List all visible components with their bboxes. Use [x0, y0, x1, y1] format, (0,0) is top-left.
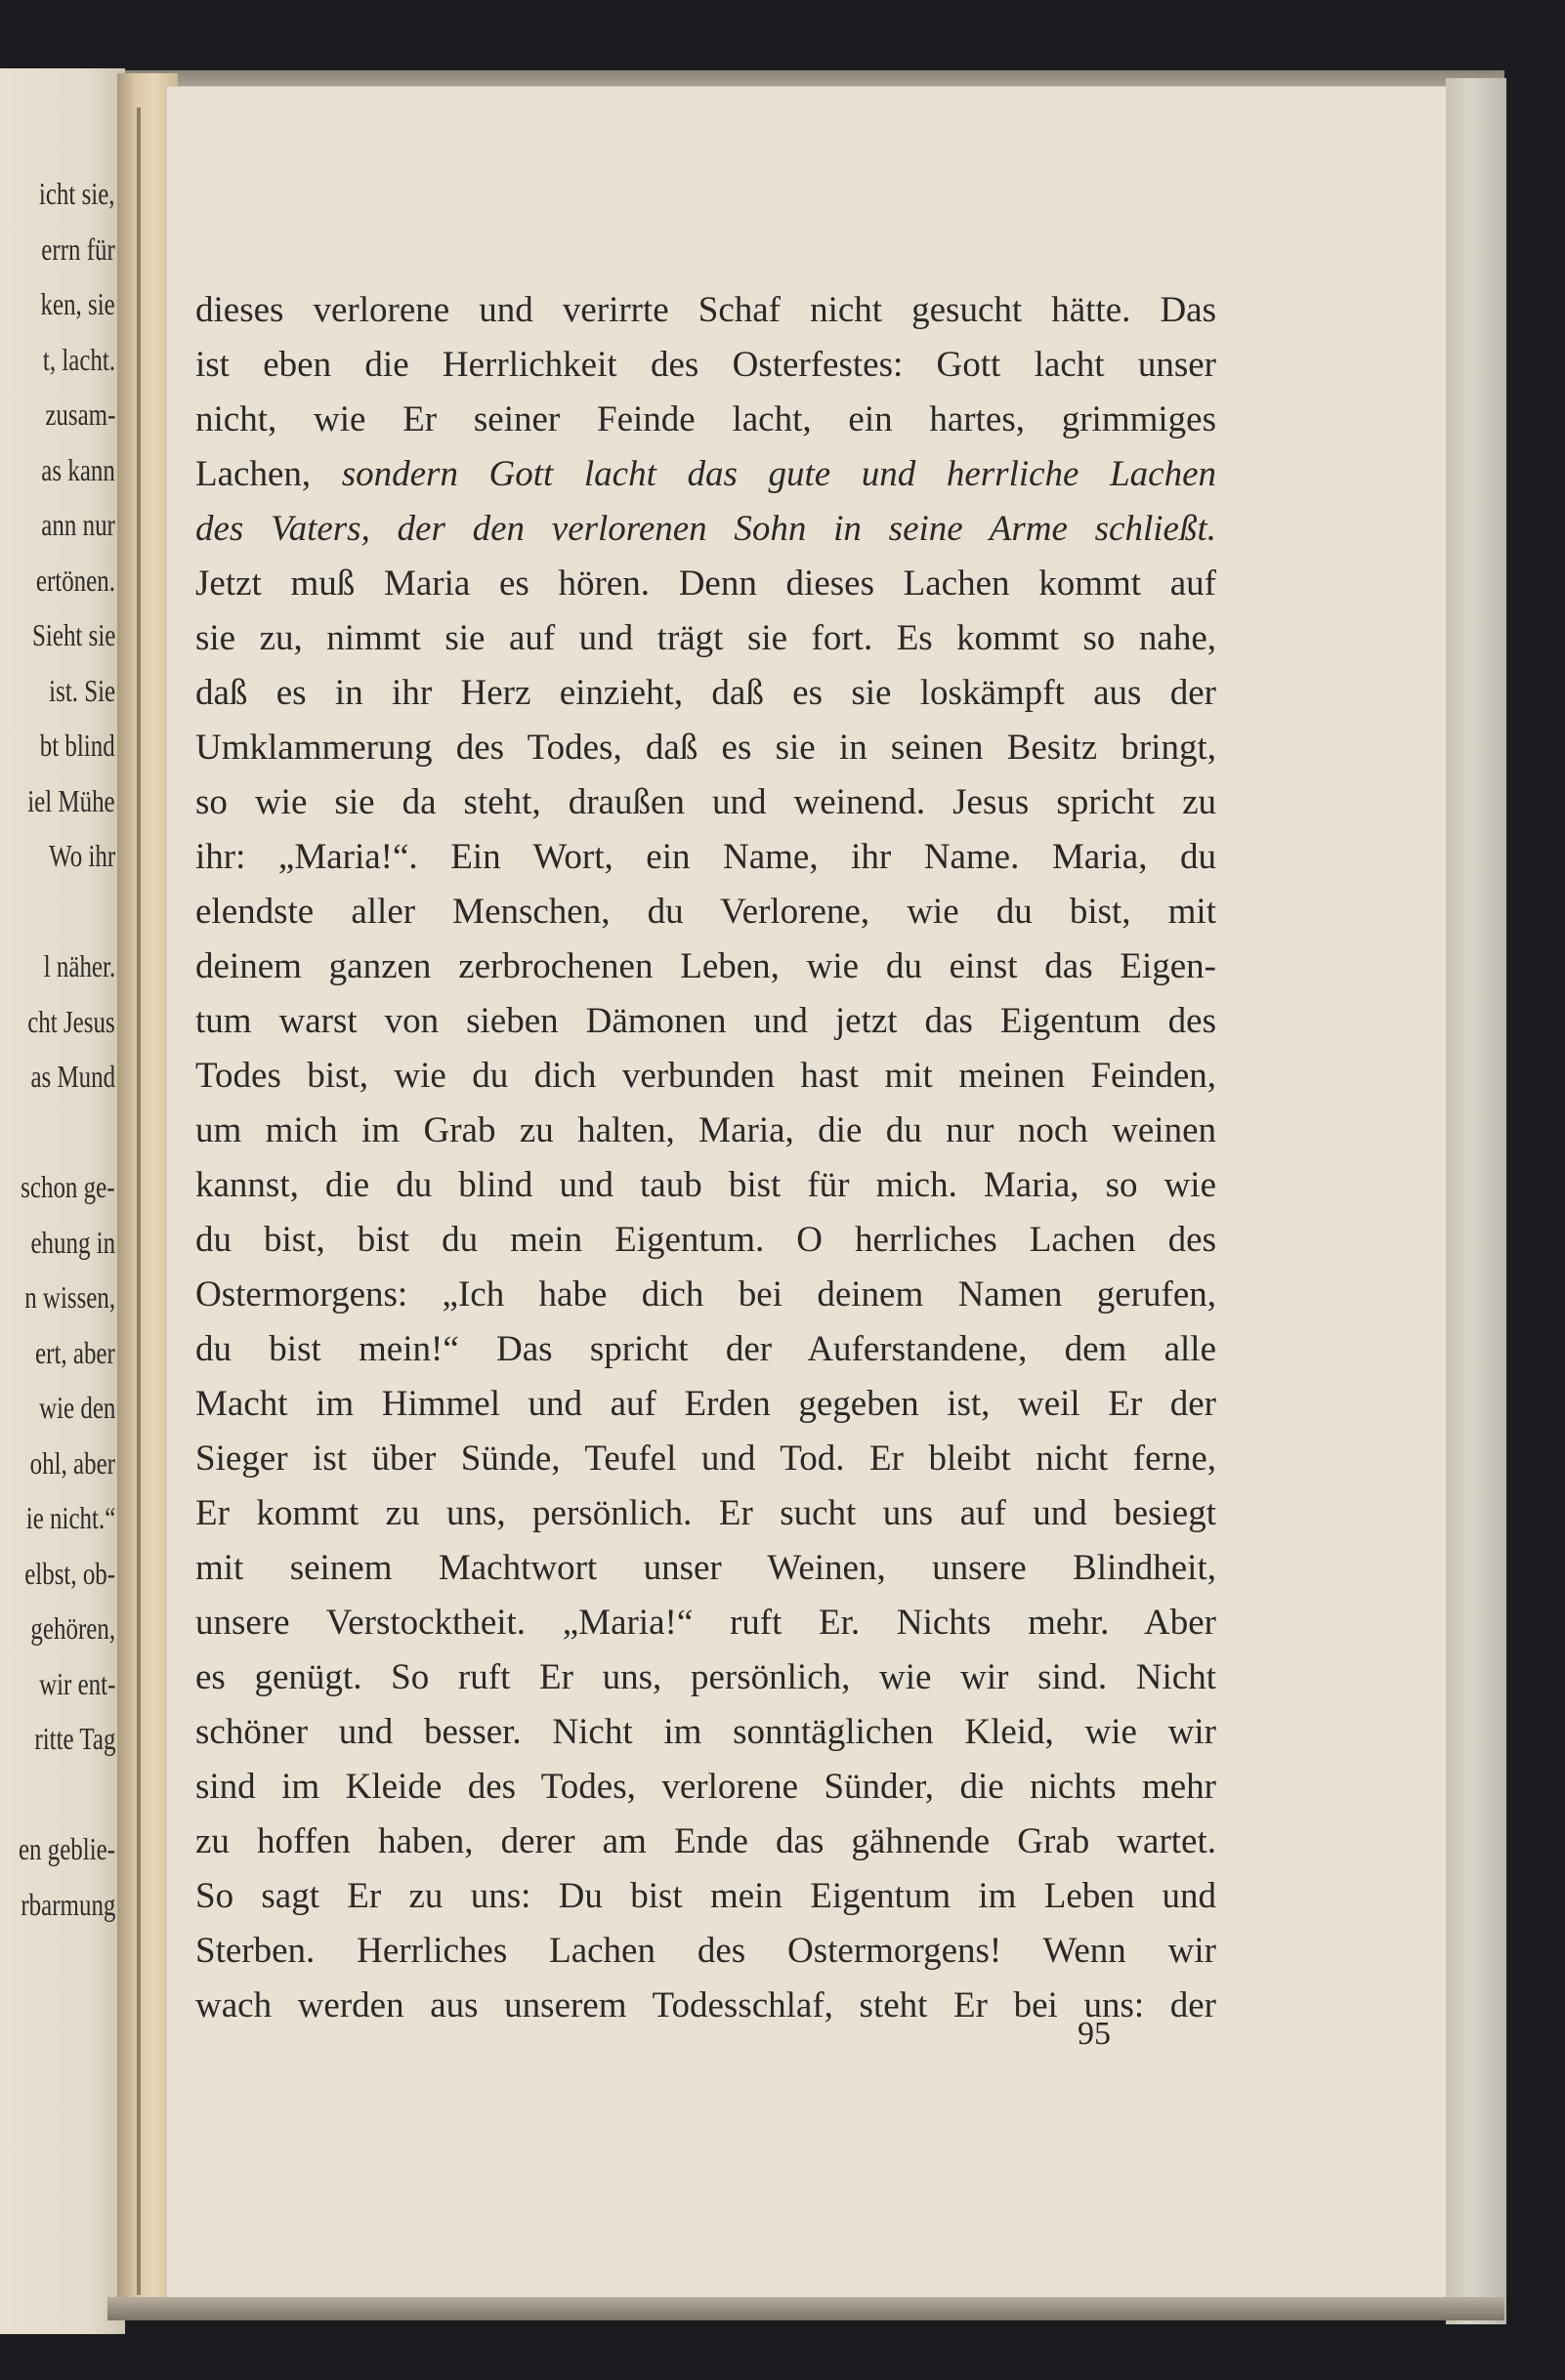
page-edge-stack [1446, 78, 1506, 2324]
left-page-line: Wo ihr [48, 838, 115, 873]
text-line: mit seinem Machtwort unser Weinen, unsere Blindheit, [195, 1548, 1216, 1588]
left-page-line: errn für [41, 230, 115, 267]
text-line: Umklammerung des Todes, daß es sie in seinen Besitz bringt, [195, 728, 1216, 768]
left-page-line: iel Mühe [27, 782, 115, 818]
left-page-line: zusam- [44, 397, 115, 432]
left-page-line: ritte Tag [33, 1721, 115, 1756]
text-line: tum warst von sieben Dämonen und jetzt das Eigentum des [195, 1001, 1216, 1041]
left-page-line: bt blind [40, 728, 115, 763]
left-page-line: ehung in [30, 1224, 115, 1260]
text-line: unsere Verstocktheit. „Maria!“ ruft Er. Nichts mehr. Aber [195, 1603, 1216, 1643]
left-page-line: elbst, ob- [24, 1555, 115, 1591]
text-line: Ostermorgens: „Ich habe dich bei deinem Namen gerufen, [195, 1274, 1216, 1315]
left-page-line: ertönen. [35, 562, 115, 598]
text-line: sie zu, nimmt sie auf und trägt sie fort. Es kommt so nahe, [195, 618, 1216, 658]
text-line: schöner und besser. Nicht im sonntäglichen Kleid, wie wir [195, 1712, 1216, 1752]
text-line: deinem ganzen zerbrochenen Leben, wie du einst das Eigen- [195, 946, 1216, 986]
left-page-line: n wissen, [24, 1279, 115, 1315]
left-page-line: cht Jesus [27, 1003, 115, 1039]
text-line: es genügt. So ruft Er uns, persönlich, wie wir sind. Nicht [195, 1657, 1216, 1697]
text-line [195, 447, 1216, 502]
text-line: zu hoffen haben, derer am Ende das gähnende Grab wartet. [195, 1821, 1216, 1861]
text-line: Todes bist, wie du dich verbunden hast mit meinen Feinden, [195, 1056, 1216, 1096]
left-page-line: Sieht sie [31, 617, 115, 652]
text-line: Sterben. Herrliches Lachen des Ostermorgens! Wenn wir [195, 1931, 1216, 1971]
left-page-line: ann nur [41, 507, 115, 542]
left-page-line: wie den [38, 1390, 115, 1425]
left-page-line: l näher. [43, 948, 115, 983]
left-page-line: ist. Sie [49, 672, 115, 708]
text-line: des Vaters, der den verlorenen Sohn in seine Arme schließt. [195, 509, 1216, 549]
text-line: kannst, die du blind und taub bist für mich. Maria, so wie [195, 1165, 1216, 1205]
text-line: daß es in ihr Herz einzieht, daß es sie loskämpft aus der [195, 673, 1216, 713]
page-body-text [195, 283, 1216, 2033]
left-page-line: as Mund [30, 1059, 115, 1094]
left-page-line: en geblie- [18, 1831, 115, 1866]
left-page-line: ken, sie [40, 286, 115, 321]
text-line: dieses verlorene und verirrte Schaf nicht gesucht hätte. Das [195, 290, 1216, 330]
left-page-line: wir ent- [38, 1665, 115, 1701]
left-page-line: schon ge- [21, 1169, 115, 1204]
text-line: du bist mein!“ Das spricht der Auferstandene, dem alle [195, 1329, 1216, 1369]
text-line-plain: Lachen, [195, 454, 342, 494]
left-page-line: gehören, [30, 1610, 115, 1646]
left-page-line: as kann [41, 451, 115, 487]
left-page-line: t, lacht. [42, 341, 115, 377]
text-line: um mich im Grab zu halten, Maria, die du nur noch weinen [195, 1110, 1216, 1150]
text-line: du bist, bist du mein Eigentum. O herrliches Lachen des [195, 1220, 1216, 1260]
text-line: wach werden aus unserem Todesschlaf, steht Er bei uns: der [195, 1985, 1216, 2025]
text-line-italic: sondern Gott lacht das gute und herrliche Lachen [341, 454, 1216, 494]
text-line: So sagt Er zu uns: Du bist mein Eigentum im Leben und [195, 1876, 1216, 1916]
text-line: sind im Kleide des Todes, verlorene Sünder, die nichts mehr [195, 1767, 1216, 1807]
text-line: Macht im Himmel und auf Erden gegeben ist, weil Er der [195, 1384, 1216, 1424]
left-page-line: ie nicht.“ [25, 1500, 115, 1535]
text-line: Er kommt zu uns, persönlich. Er sucht uns auf und besiegt [195, 1493, 1216, 1533]
left-page-line: ert, aber [35, 1334, 115, 1370]
text-line: Sieger ist über Sünde, Teufel und Tod. Er bleibt nicht ferne, [195, 1439, 1216, 1479]
text-line: so wie sie da steht, draußen und weinend. Jesus spricht zu [195, 782, 1216, 822]
left-page-line: icht sie, [39, 176, 115, 211]
text-line: nicht, wie Er seiner Feinde lacht, ein hartes, grimmiges [195, 399, 1216, 439]
text-line: Jetzt muß Maria es hören. Denn dieses Lachen kommt auf [195, 564, 1216, 604]
left-page-line: rbarmung [20, 1886, 115, 1922]
gutter-shadow-line [137, 107, 141, 2295]
text-line: ihr: „Maria!“. Ein Wort, ein Name, ihr Name. Maria, du [195, 837, 1216, 877]
left-facing-page [0, 68, 125, 2334]
page-number: 95 [1078, 2016, 1111, 2052]
left-page-line: ohl, aber [29, 1444, 115, 1481]
text-line: ist eben die Herrlichkeit des Osterfestes: Gott lacht unser [195, 345, 1216, 385]
book-bottom-edge [107, 2297, 1504, 2320]
text-line: elendste aller Menschen, du Verlorene, wie du bist, mit [195, 892, 1216, 932]
